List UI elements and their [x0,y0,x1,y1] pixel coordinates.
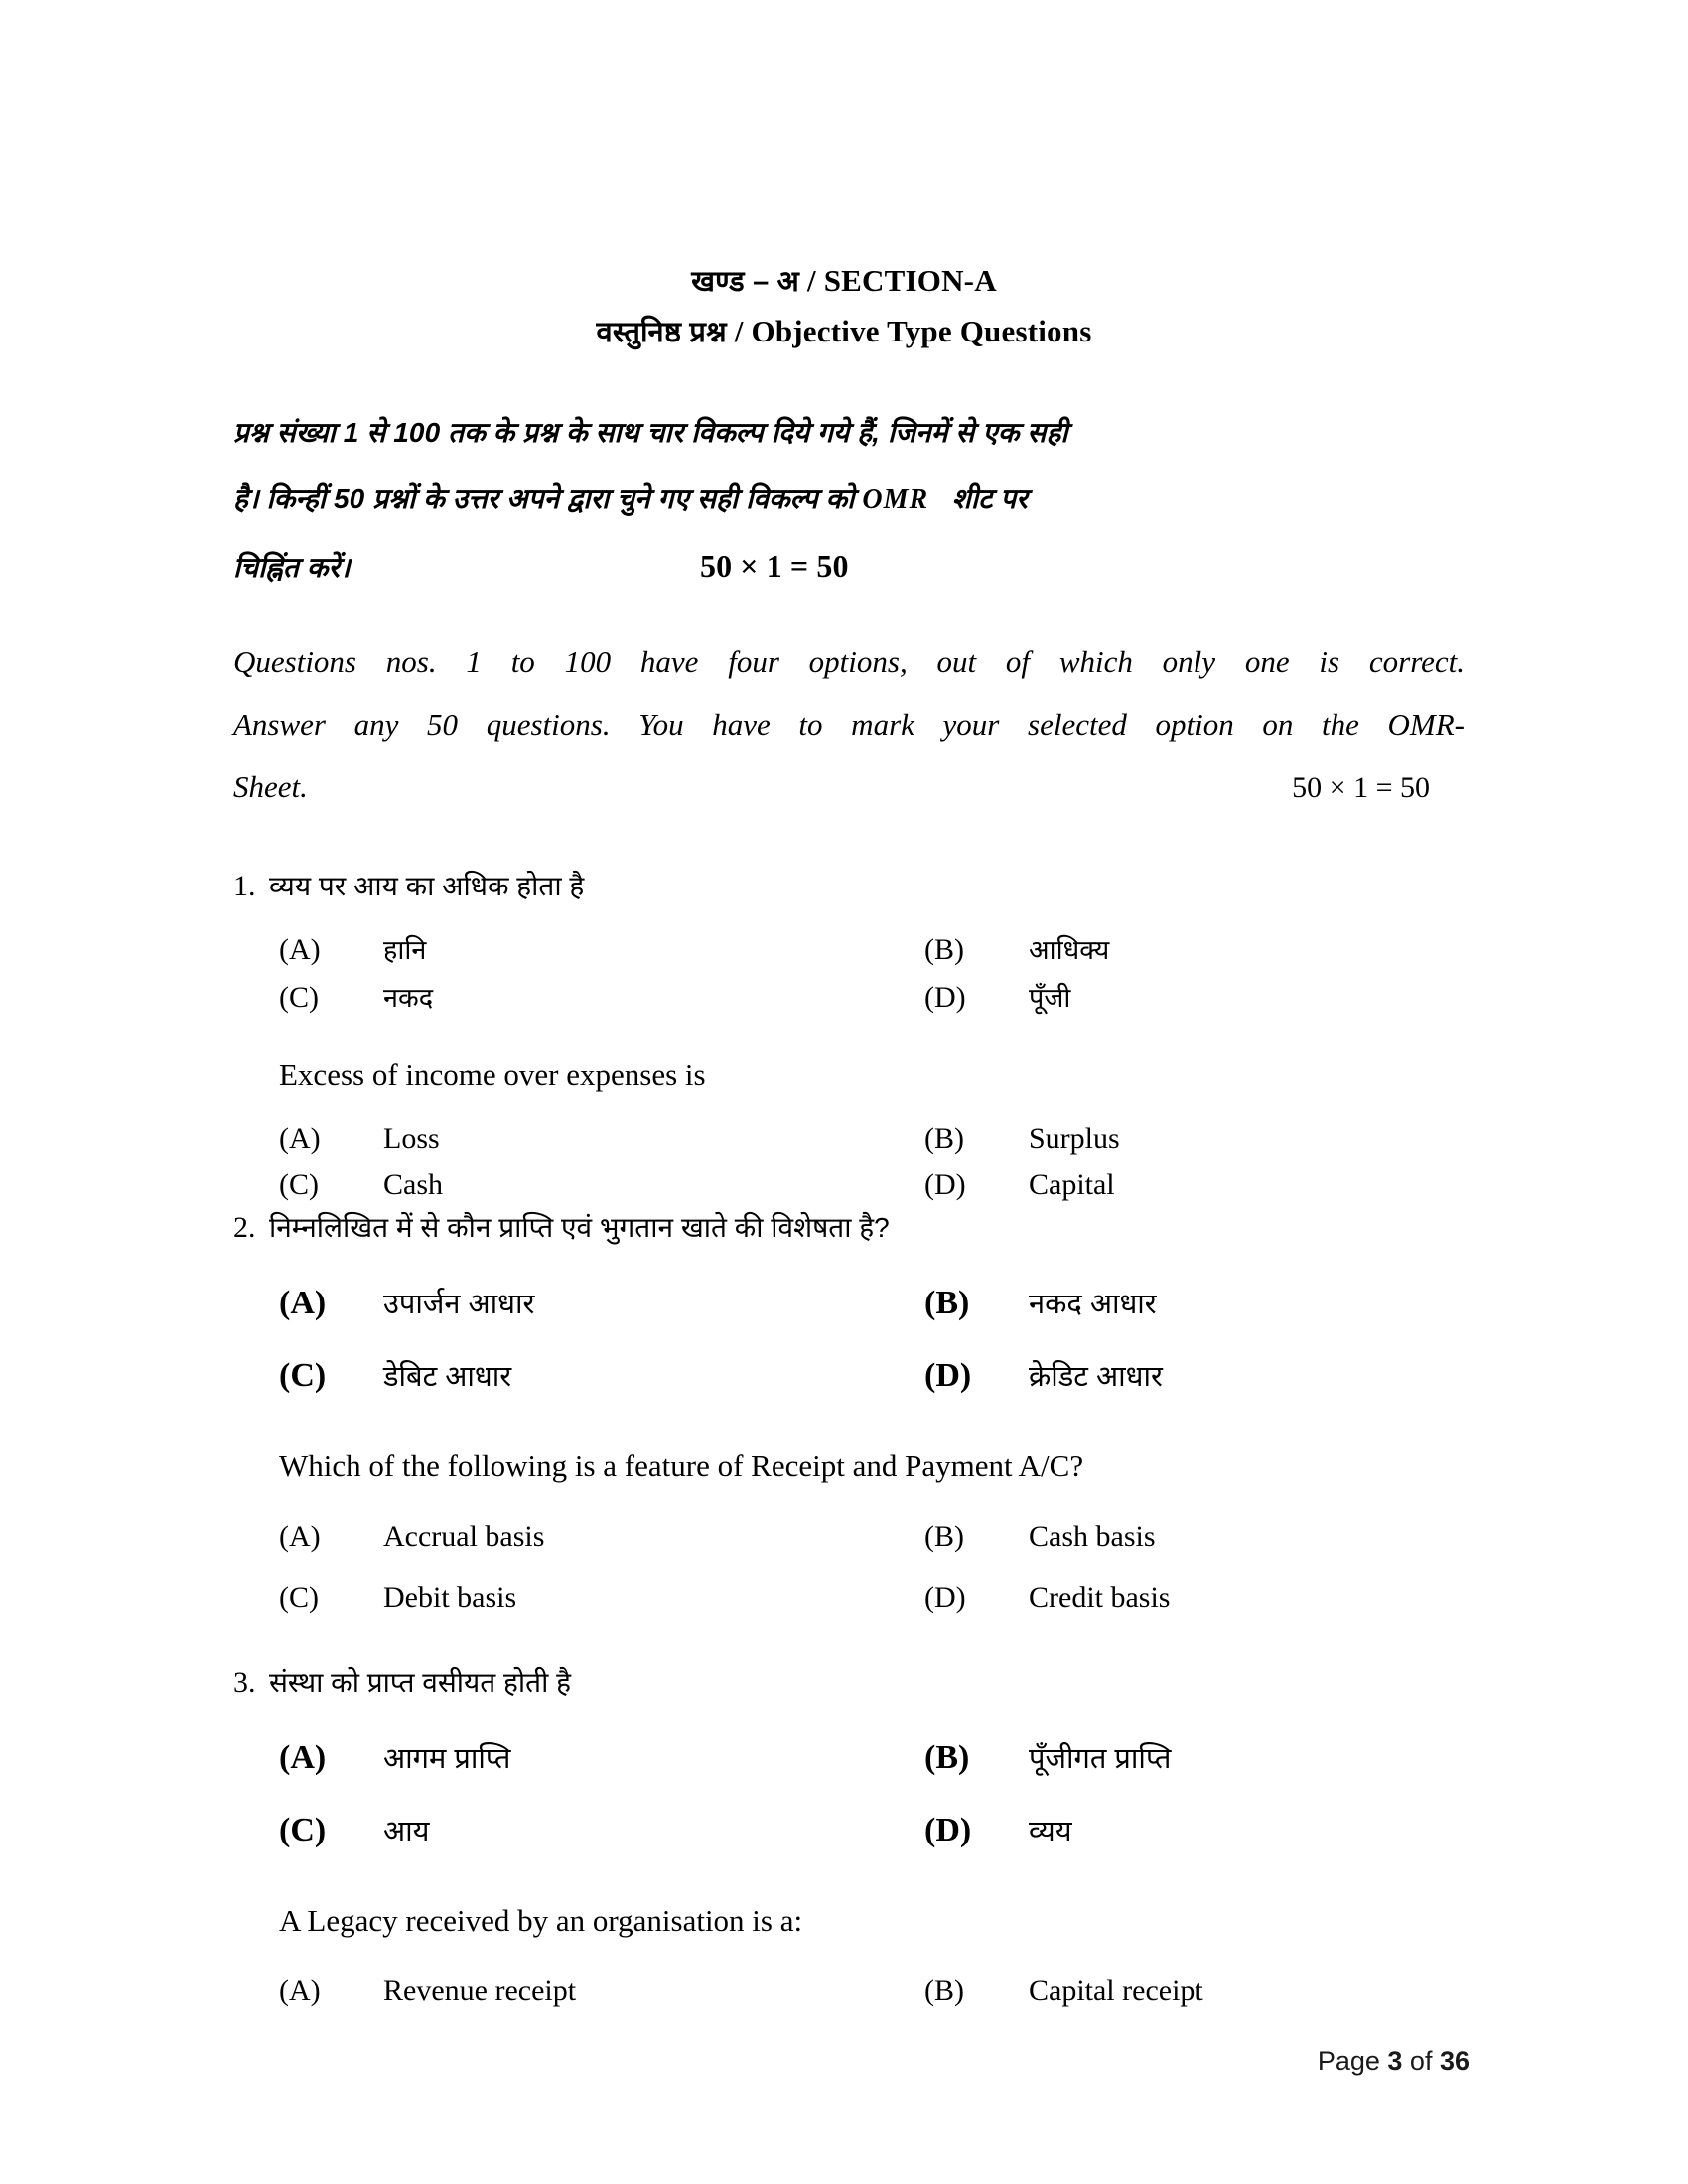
option-value-d: क्रेडिट आधार [1029,1361,1163,1393]
section-heading-english: SECTION-A [823,263,997,298]
instructions-english-line-3 [233,755,1465,819]
option-value-b: पूँजीगत प्राप्ति [1029,1743,1172,1775]
option-row [233,1268,1465,1340]
option-row [233,1795,1465,1867]
option-value-a: आगम प्राप्ति [383,1743,511,1775]
question-1-hindi-option-d[interactable] [924,974,1480,1022]
option-row [233,926,1465,974]
question-2-hindi-options [233,1268,1465,1413]
marks-notation-hindi: 50 × 1 = 50 [700,548,849,584]
option-label-b: (B) [924,1122,964,1155]
option-value-c: आय [383,1816,430,1847]
instructions-english-line-3-text: Sheet. [233,769,308,804]
section-subheading-separator: / [726,314,752,348]
footer-current-page: 3 [1387,2046,1403,2076]
question-2-english-text: Which of the following is a feature of Receipt and Payment A/C? [279,1448,1084,1483]
option-label-c: (C) [279,1168,319,1201]
option-value-b: आधिक्य [1029,935,1110,965]
marks-notation-english: 50 × 1 = 50 [1292,771,1430,804]
question-1-hindi-option-c[interactable] [279,974,924,1022]
question-1-english-option-c[interactable] [279,1161,924,1208]
question-2-english-option-d[interactable] [924,1568,1480,1629]
option-label-c: (C) [279,1357,327,1394]
section-subheading-line-2 [0,307,1688,357]
instructions-hindi-line-2-a: है। किन्हीं 50 प्रश्नों के उत्तर अपने द्वारा चुने गए सही विकल्प को [233,483,855,514]
question-1-hindi-option-a[interactable] [279,926,924,974]
option-label-a: (A) [279,1975,321,2007]
option-label-a: (A) [279,1122,321,1155]
question-1-english-option-a[interactable] [279,1115,924,1161]
section-heading-separator: / [799,263,824,298]
omr-label: OMR [862,484,929,515]
question-3-hindi-option-a[interactable] [279,1722,924,1795]
footer-total-pages: 36 [1439,2046,1470,2076]
option-value-a: उपार्जन आधार [383,1289,535,1320]
option-value-a: हानि [383,935,427,965]
option-row [233,1961,1465,2022]
option-label-d: (D) [924,1812,972,1848]
question-2-english-option-b[interactable] [924,1506,1480,1568]
question-1-english-text: Excess of income over expenses is [279,1057,706,1092]
question-2-hindi-option-a[interactable] [279,1268,924,1340]
question-1-english-option-d[interactable] [924,1161,1480,1208]
option-row [233,1722,1465,1795]
section-heading-hindi: खण्ड – अ [691,266,800,298]
question-3-hindi-option-d[interactable] [924,1795,1480,1867]
option-value-a: Revenue receipt [383,1975,577,2007]
option-value-d: व्यय [1029,1816,1072,1847]
question-3-hindi-option-b[interactable] [924,1722,1480,1795]
question-3-hindi-option-c[interactable] [279,1795,924,1867]
question-1 [223,867,1465,1208]
option-value-d: Capital [1029,1168,1115,1201]
instructions-english-line-2: Answer any 50 questions. You have to mark your selected option on the OMR- [233,707,1465,742]
option-value-b: Cash basis [1029,1520,1156,1553]
section-heading [0,256,1688,357]
option-label-d: (D) [924,981,966,1014]
question-3-hindi-options [233,1722,1465,1867]
question-3-number: 3. [233,1666,256,1699]
option-value-a: Loss [383,1122,440,1155]
option-value-b: Surplus [1029,1122,1120,1155]
question-2-english-option-a[interactable] [279,1506,924,1568]
page-footer [1318,2046,1470,2077]
question-2 [223,1208,1465,1629]
option-label-b: (B) [924,1520,964,1553]
option-row [233,974,1465,1022]
instructions-hindi-line-2-b: शीट पर [951,483,1028,514]
question-3-english-option-b[interactable] [924,1961,1480,2022]
question-3 [223,1663,1465,2022]
question-3-english-option-a[interactable] [279,1961,924,2022]
option-value-b: Capital receipt [1029,1975,1203,2007]
option-label-a: (A) [279,1285,327,1321]
option-label-b: (B) [924,1285,970,1321]
option-label-b: (B) [924,1975,964,2007]
question-1-hindi-text: व्यय पर आय का अधिक होता है [269,871,585,901]
option-label-a: (A) [279,933,321,966]
question-1-hindi-stem [233,867,1465,906]
option-label-c: (C) [279,981,319,1014]
question-2-hindi-option-c[interactable] [279,1340,924,1413]
option-label-a: (A) [279,1739,327,1776]
question-2-english-option-c[interactable] [279,1568,924,1629]
option-label-c: (C) [279,1812,327,1848]
option-value-d: Credit basis [1029,1581,1171,1614]
question-3-hindi-text: संस्था को प्राप्त वसीयत होती है [269,1667,571,1698]
option-label-c: (C) [279,1581,319,1614]
option-value-c: Cash [383,1168,443,1201]
option-value-c: Debit basis [383,1581,517,1614]
question-1-hindi-options [233,926,1465,1022]
question-2-hindi-option-d[interactable] [924,1340,1480,1413]
instructions-hindi-line-1: प्रश्न संख्या 1 से 100 तक के प्रश्न के साथ चार विकल्प दिये गये हैं, जिनमें से एक सही [233,417,1068,448]
question-3-english-options [233,1961,1465,2022]
option-row [233,1115,1465,1161]
option-value-d: पूँजी [1029,983,1071,1013]
instructions-english [233,630,1465,819]
option-value-a: Accrual basis [383,1520,545,1553]
option-value-c: नकद [383,983,434,1013]
question-1-hindi-option-b[interactable] [924,926,1480,974]
question-1-english-option-b[interactable] [924,1115,1480,1161]
question-3-english-text: A Legacy received by an organisation is a: [279,1903,803,1938]
question-3-hindi-stem [233,1663,1465,1703]
instructions-hindi-line-2 [233,466,1465,533]
question-2-hindi-stem [233,1208,1465,1248]
option-row [233,1568,1465,1629]
option-row [233,1161,1465,1208]
option-label-d: (D) [924,1168,966,1201]
section-subheading-english: Objective Type Questions [751,314,1092,348]
option-label-a: (A) [279,1520,321,1553]
instructions-block [223,399,1465,819]
instructions-english-line-1: Questions nos. 1 to 100 have four options, out of which only one is correct. [233,644,1465,679]
section-subheading-hindi: वस्तुनिष्ठ प्रश्न [596,317,727,348]
option-value-b: नकद आधार [1029,1289,1157,1320]
question-2-number: 2. [233,1211,256,1244]
section-heading-line-1 [0,256,1688,307]
question-1-english-options [233,1115,1465,1208]
option-row [233,1340,1465,1413]
instructions-hindi [233,399,1465,601]
question-1-number: 1. [233,870,256,902]
option-value-c: डेबिट आधार [383,1361,512,1393]
option-label-d: (D) [924,1357,972,1394]
footer-middle: of [1402,2046,1440,2076]
question-2-hindi-text: निम्नलिखित में से कौन प्राप्ति एवं भुगतान खाते की विशेषता है? [269,1212,890,1243]
question-2-hindi-option-b[interactable] [924,1268,1480,1340]
option-label-b: (B) [924,933,964,966]
option-label-b: (B) [924,1739,970,1776]
option-row [233,1506,1465,1568]
footer-prefix: Page [1317,2046,1388,2076]
question-2-english-options [233,1506,1465,1629]
instructions-hindi-line-3 [233,533,1465,601]
option-label-d: (D) [924,1581,966,1614]
instructions-hindi-line-3-text: चिह्निंत करें। [233,552,351,583]
